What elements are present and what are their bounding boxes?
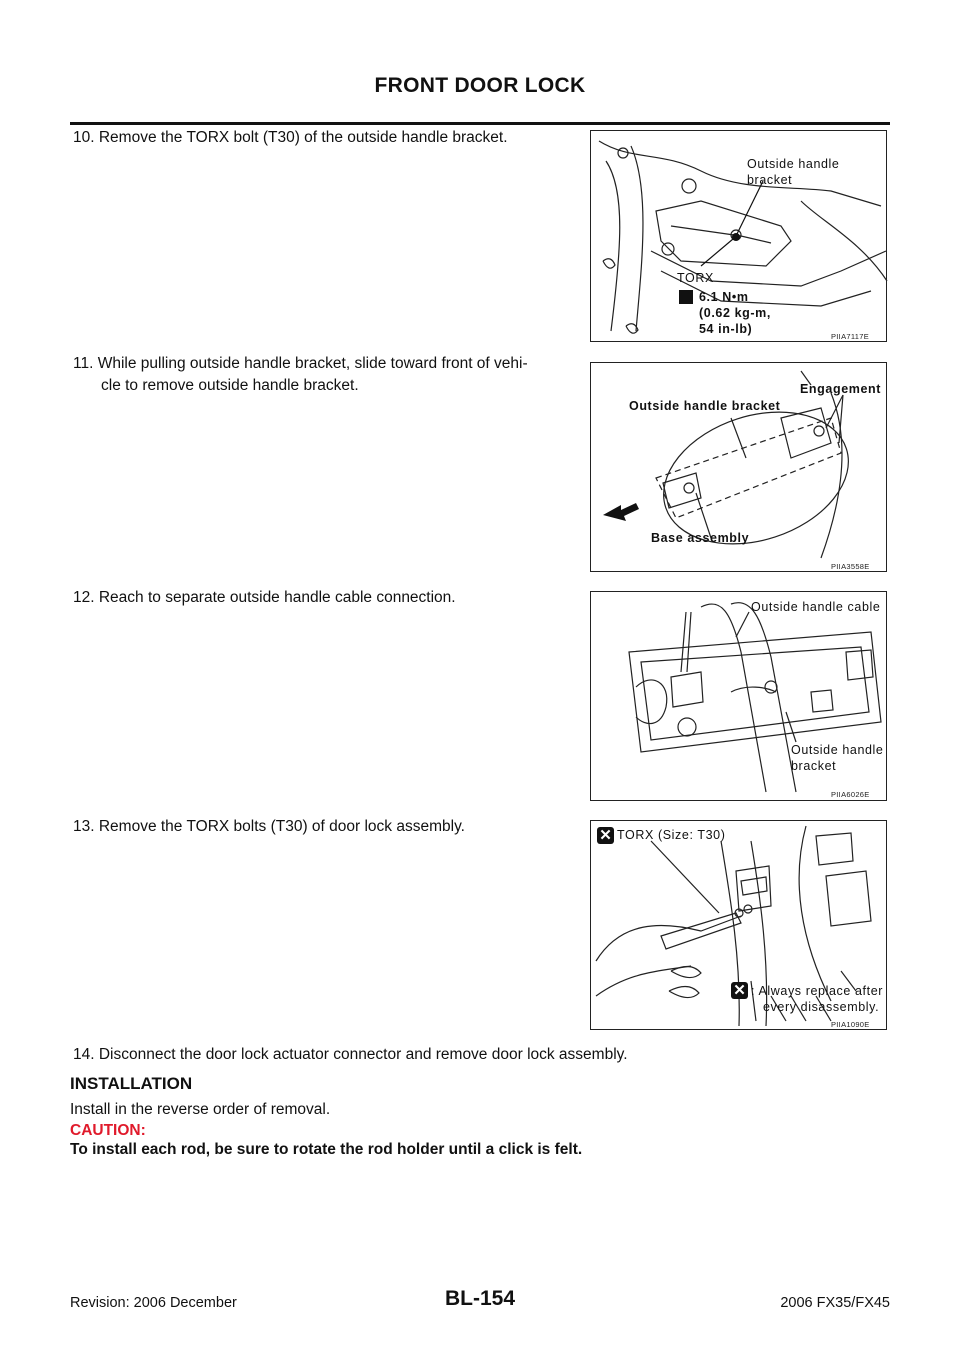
page-number: BL-154: [444, 1287, 516, 1310]
step-10: 10. Remove the TORX bolt (T30) of the outside handle bracket.: [73, 129, 508, 146]
label-torque-value: 6.1 N•m: [699, 290, 749, 304]
step-12: 12. Reach to separate outside handle cable connection.: [73, 589, 456, 606]
label-outside-handle: Outside handle: [747, 157, 840, 171]
figure-code: PIIA1090E: [831, 1020, 870, 1029]
step-13: 13. Remove the TORX bolts (T30) of door lock assembly.: [73, 818, 465, 835]
step-14: 14. Disconnect the door lock actuator connector and remove door lock assembly.: [73, 1046, 628, 1063]
caution-heading: CAUTION:: [70, 1122, 146, 1139]
label-base-assembly: Base assembly: [651, 531, 750, 545]
title-rule: [70, 122, 890, 125]
figure-code: PIIA6026E: [831, 790, 870, 799]
replace-bolt-icon: ✕: [731, 982, 748, 999]
replace-bolt-icon: ✕: [597, 827, 614, 844]
torque-wrench-icon: [679, 290, 693, 304]
label-bracket: bracket: [791, 759, 837, 773]
figure-code: PIIA3558E: [831, 562, 870, 571]
installation-heading: INSTALLATION: [70, 1074, 193, 1093]
figure-outside-handle-bracket-bolt: [590, 130, 887, 342]
figure-handle-cable: [590, 591, 887, 801]
figure-door-lock-bolts: [590, 820, 887, 1030]
revision-date: Revision: 2006 December: [70, 1295, 237, 1311]
vehicle-model: 2006 FX35/FX45: [780, 1295, 890, 1311]
label-torque-kgm: (0.62 kg-m,: [699, 306, 771, 320]
label-bracket: bracket: [747, 173, 793, 187]
installation-text: Install in the reverse order of removal.: [70, 1101, 331, 1118]
label-torx-size: TORX (Size: T30): [617, 828, 726, 842]
figure-3-drawing: [591, 592, 888, 802]
step-11: [73, 353, 577, 397]
step-11-line-1: 11. While pulling outside handle bracket, slide toward front of vehi-: [73, 355, 528, 372]
page-title: FRONT DOOR LOCK: [374, 74, 586, 97]
label-outside-handle: Outside handle: [791, 743, 884, 757]
label-outside-handle-cable: Outside handle cable: [751, 600, 881, 614]
caution-text: To install each rod, be sure to rotate the rod holder until a click is felt.: [70, 1141, 583, 1158]
figure-code: PIIA7117E: [831, 332, 870, 341]
label-always-replace: : Always replace after: [751, 984, 884, 998]
label-every-disassembly: every disassembly.: [763, 1000, 880, 1014]
figure-bracket-removal: [590, 362, 887, 572]
label-torque-inlb: 54 in-lb): [699, 322, 753, 336]
label-engagement: Engagement: [800, 382, 882, 396]
step-11-line-2: cle to remove outside handle bracket.: [101, 377, 359, 394]
label-outside-handle-bracket: Outside handle bracket: [629, 399, 781, 413]
label-torx: TORX: [677, 271, 714, 285]
